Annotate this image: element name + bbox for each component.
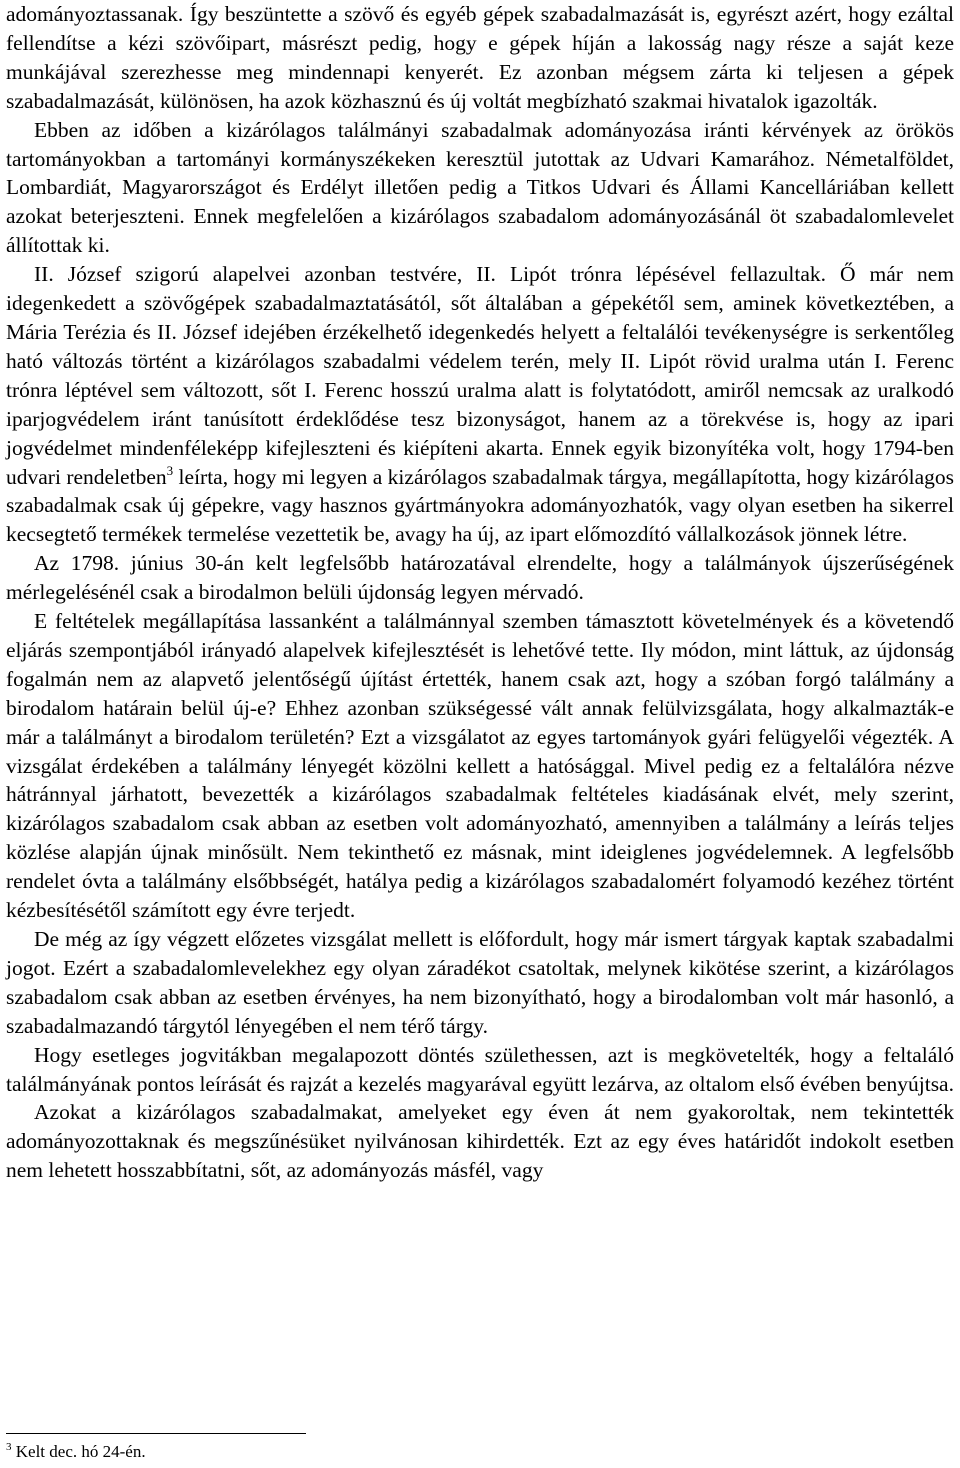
document-body (6, 0, 954, 1185)
paragraph-5: E feltételek megállapítása lassanként a találmánnyal szemben támasztott követelmények és a követendő eljárás szempontjából irányadó alapelvek kifejlesztését is lehetővé tette. Ily módon, mint láttuk, az újdonság fogalmán nem az alapvető jelentőségű újítást értették, hanem csak azt, hogy a szóban forgó találmány a birodalom határain belül új-e? Ehhez azonban szükségessé vált annak felülvizsgálata, hogy alkalmazták-e már a találmányt a birodalom területén? Ezt a vizsgálatot az egyes tartományok gyári felügyelői végezték. A vizsgálat érdekében a találmány lényegét közölni kellett a hatósággal. Mivel pedig ez a feltalálóra nézve hátránnyal járhatott, bevezették a kizárólagos szabadalmak feltételes kiadásának elvét, mely szerint, kizárólagos szabadalom csak abban az esetben volt adományozható, amennyiben a találmány a leírás teljes közlése alapján újnak minősült. Nem tekinthető ez másnak, mint ideiglenes jogvédelemnek. A legfelsőbb rendelet óvta a találmány elsőbbségét, hatálya pedig a kizárólagos szabadalomért folyamodó kezéhez történt kézbesítésétől számított egy évre terjedt. (6, 609, 954, 923)
paragraph-3 (6, 260, 954, 549)
paragraph-8: Azokat a kizárólagos szabadalmakat, amelyeket egy éven át nem gyakoroltak, nem tekintették adományozottaknak és megszűnésüket nyilvánosan kihirdették. Ezt az egy éves határidőt indokolt esetben nem lehetett hosszabbítatni, sőt, az adományozás másfél, vagy (6, 1100, 954, 1183)
footnote-reference[interactable]: 3 (166, 462, 174, 478)
paragraph-7: Hogy esetleges jogvitákban megalapozott döntés születhessen, azt is megkövetelték, hogy a feltaláló találmányának pontos leírását és rajzát a kezelés magyarával együtt lezárva, az oltalom első évében benyújtsa. (6, 1042, 954, 1096)
paragraph-4: Az 1798. június 30-án kelt legfelsőbb határozatával elrendelte, hogy a találmányok újszerűségének mérlegelésénél csak a birodalmon belüli újdonság legyen mérvadó. (6, 551, 954, 605)
paragraph-2: Ebben az időben a kizárólagos találmányi szabadalmak adományozása iránti kérvények az örökös tartományokban a tartományi kormányszékeken keresztül jutottak az Udvari Kamarához. Németalföldet, Lombardiát, Magyarországot és Erdélyt illetően pedig a Titkos Udvari és Állami Kancelláriában kellett azokat beterjeszteni. Ennek megfelelően a kizárólagos szabadalom adományozásánál öt szabadalomlevelet állítottak ki. (6, 117, 954, 258)
paragraph-3-text: II. József szigorú alapelvei azonban testvére, II. Lipót trónra lépésével fellazultak. Ő már nem idegenkedett a szövőgépek szabadalmaztatásától, sőt általában a gépekétől sem, aminek következtében, a Mária Terézia és II. József idejében érzékelhető idegenkedés helyett a feltalálói tevékenységre is serkentőleg ható változás történt a kizárólagos szabadalmi védelem terén, mely II. Lipót rövid uralma után I. Ferenc trónra léptével sem változott, sőt I. Ferenc hosszú uralma alatt is folytatódott, amiről nemcsak az uralkodó iparjogvédelem iránt tanúsított érdeklődése tesz bizonyságot, hanem az a törekvése is, hogy az ipari jogvédelmet mindenféleképp kifejleszteni és kiépíteni akarta. Ennek egyik bizonyítéka volt, hogy 1794-ben udvari rendeletben (6, 262, 954, 489)
footnote-marker: 3 (6, 1441, 12, 1453)
paragraph-1: adományoztassanak. Így beszüntette a szövő és egyéb gépek szabadalmazását is, egyrészt azért, hogy ezáltal fellendítse a kézi szövőipart, másrészt pedig, hogy e gépek híján a lakosság nagy része a saját keze munkájával szerezhesse meg mindennapi kenyerét. Ez azonban mégsem zárta ki teljesen a gépek szabadalmazását, különösen, ha azok közhasznú és új voltát megbízható szakmai hivatalok igazolták. (6, 2, 954, 113)
footnote-divider (6, 1433, 306, 1434)
paragraph-6: De még az így végzett előzetes vizsgálat mellett is előfordult, hogy már ismert tárgyak kaptak szabadalmi jogot. Ezért a szabadalomlevelekhez egy olyan záradékot csatoltak, melynek kikötése szerint, a kizárólagos szabadalom csak abban az esetben érvényes, ha nem bizonyítható, hogy a birodalomban volt már hasonló, a szabadalmazandó tárgytól lényegében el nem térő tárgy. (6, 927, 954, 1038)
paragraph-3-continuation: leírta, hogy mi legyen a kizárólagos szabadalmak tárgya, megállapította, hogy kizárólagos szabadalmak csak új gépekre, vagy hasznos gyártmányokra adományozhatók, vagy olyan esetben ha sikerrel kecsegtető termékek termelése vezettetik be, avagy ha új, az ipart előmozdító vállalkozások jönnek létre. (6, 464, 955, 547)
footnote (6, 1441, 146, 1463)
footnote-text: Kelt dec. hó 24-én. (15, 1442, 146, 1461)
